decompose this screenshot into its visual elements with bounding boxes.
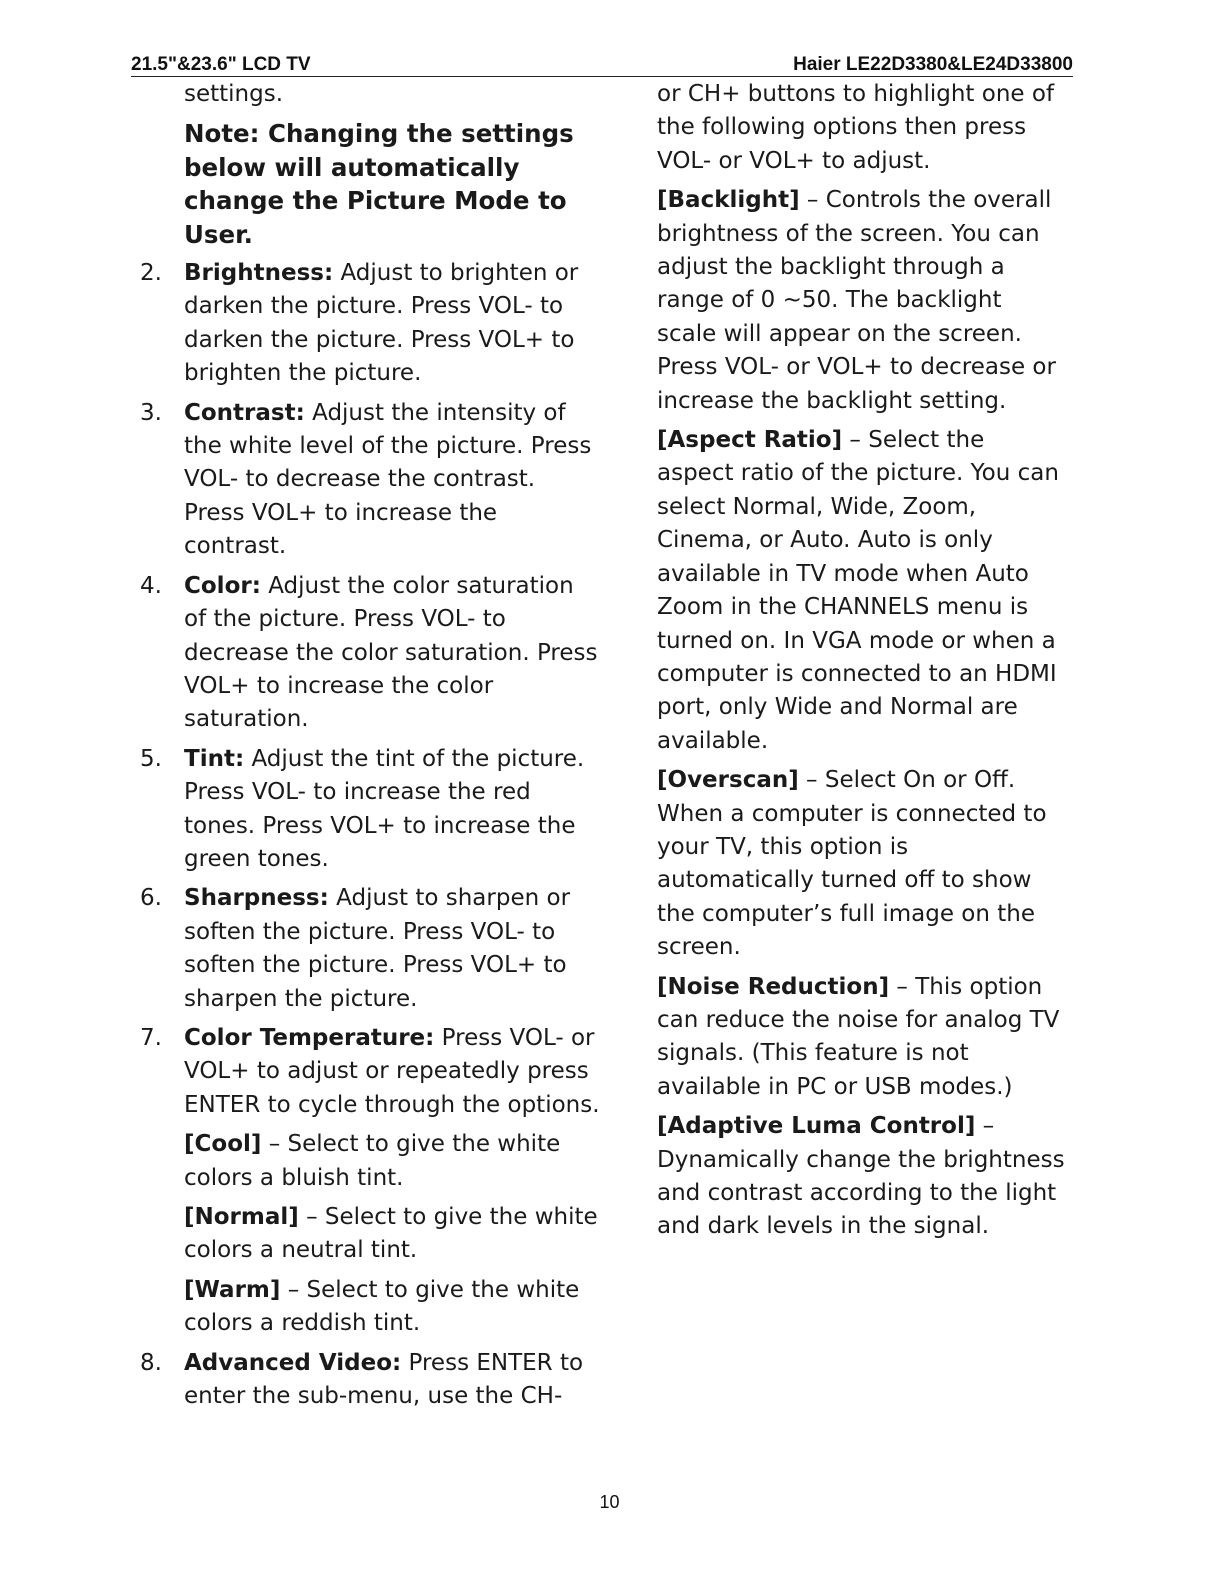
item-number: 3. [140,399,162,426]
option-term: [Cool] [184,1131,262,1158]
option-term: [Noise Reduction] [657,973,890,1000]
sub-option-warm [140,1274,600,1341]
header-model-size: 21.5"&23.6" LCD TV [131,54,311,75]
item-number: 8. [140,1349,162,1376]
list-item-sharpness [140,882,600,1016]
left-column [140,78,600,1419]
item-text: Press ENTER to enter the sub-menu, use the CH- [184,1349,584,1410]
option-noise-reduction [657,971,1067,1105]
item-text: Adjust the color saturation of the picture. Press VOL- to decrease the color saturation. Press VOL+ to increase the color saturation. [184,572,598,733]
option-text: – Select to give the white colors a neutral tint. [184,1204,598,1264]
item-term: Color: [184,572,261,599]
option-text: – This option can reduce the noise for analog TV signals. (This feature is not available in PC or USB modes.) [657,973,1060,1100]
settings-continuation: settings. [184,81,284,107]
option-text: – Select to give the white colors a reddish tint. [184,1276,580,1337]
option-term: [Adaptive Luma Control] [657,1113,976,1140]
item-term: Color Temperature: [184,1024,435,1051]
option-term: [Warm] [184,1276,281,1303]
item-number: 4. [140,572,162,599]
item-number: 7. [140,1024,162,1051]
item-text: Press VOL- or VOL+ to adjust or repeatedly press ENTER to cycle through the options. [184,1024,600,1118]
option-adaptive-luma-control [657,1110,1067,1244]
option-text: – Dynamically change the brightness and contrast according to the light and dark levels in the signal. [657,1113,1065,1240]
sub-option-normal [140,1201,600,1268]
item-text: Adjust to sharpen or soften the picture. Press VOL- to soften the picture. Press VOL+ to sharpen the picture. [184,885,571,1012]
option-term: [Aspect Ratio] [657,427,843,454]
list-item-contrast [140,397,600,564]
right-column [657,78,1067,1250]
option-text: – Select On or Off. When a computer is connected to your TV, this option is automatically turned off to show the computer’s full image on the screen. [657,767,1047,961]
option-backlight [657,184,1067,418]
item-number: 2. [140,260,162,287]
list-item-color-temperature [140,1022,600,1122]
item-number: 6. [140,885,162,912]
header-model-name: Haier LE22D3380&LE24D33800 [793,54,1073,75]
list-item-brightness [140,257,600,391]
page-header [131,54,1073,77]
note-text: Note: Changing the settings below will automatically change the Picture Mode to User. [184,119,574,249]
item-text: Adjust the intensity of the white level of the picture. Press VOL- to decrease the contrast. Press VOL+ to increase the contrast. [184,399,592,560]
item-term: Sharpness: [184,885,329,912]
item-text: Adjust the tint of the picture. Press VOL- to increase the red tones. Press VOL+ to increase the green tones. [184,745,585,872]
option-overscan [657,764,1067,964]
page-number: 10 [599,1492,620,1512]
option-term: [Backlight] [657,187,800,214]
item-term: Brightness: [184,260,334,287]
option-text: – Select the aspect ratio of the picture. You can select Normal, Wide, Zoom, Cinema, or Auto. Auto is only available in TV mode when Auto Zoom in the CHANNELS menu is turned on. In VGA mode or when a computer is connected to an HDMI port, only Wide and Normal are available. [657,427,1059,754]
option-aspect-ratio [657,424,1067,758]
item-number: 5. [140,745,162,772]
item-term: Contrast: [184,399,305,426]
list-item-color [140,570,600,737]
option-text: – Select to give the white colors a bluish tint. [184,1131,561,1191]
advanced-video-continuation: or CH+ buttons to highlight one of the following options then press VOL- or VOL+ to adjust. [657,81,1055,174]
option-term: [Overscan] [657,767,799,794]
item-text: Adjust to brighten or darken the picture. Press VOL- to darken the picture. Press VOL+ to brighten the picture. [184,260,579,387]
option-text: – Controls the overall brightness of the screen. You can adjust the backlight through a range of 0 ~50. The backlight scale will appear on the screen. Press VOL- or VOL+ to decrease or increase the backlight setting. [657,187,1056,414]
list-item-advanced-video [140,1347,600,1414]
item-term: Tint: [184,745,245,772]
item-term: Advanced Video: [184,1349,402,1376]
option-term: [Normal] [184,1204,299,1230]
sub-option-cool [140,1128,600,1195]
list-item-tint [140,743,600,877]
